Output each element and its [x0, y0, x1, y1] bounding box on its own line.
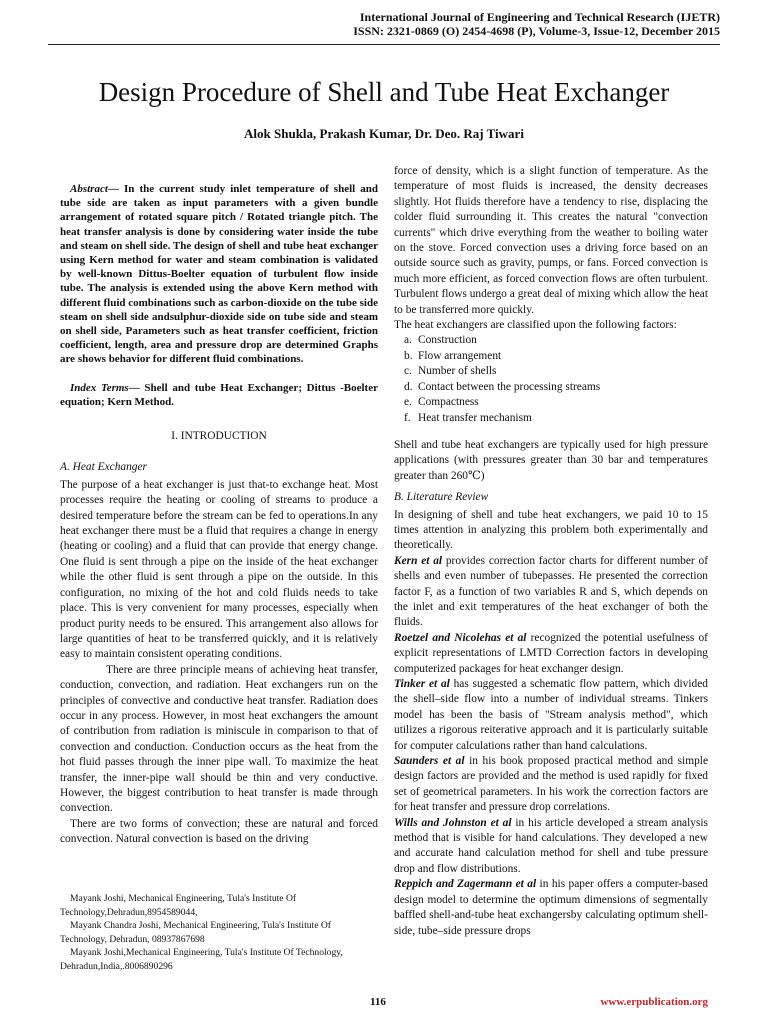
footnote-3: Mayank Joshi,Mechanical Engineering, Tula's Institute Of Technology, Dehradun,India,.8006890296: [60, 947, 343, 972]
paper-title: Design Procedure of Shell and Tube Heat Exchanger: [98, 77, 670, 107]
list-marker: e.: [404, 396, 412, 409]
list-item: [394, 411, 708, 426]
author-footnotes: [60, 892, 378, 973]
list-marker: c.: [404, 365, 412, 378]
list-item-text: Flow arrangement: [418, 349, 502, 362]
abstract-label: Abstract: [70, 183, 108, 195]
header-divider: [48, 44, 720, 45]
list-item: [394, 380, 708, 395]
page-number: 116: [370, 996, 386, 1008]
section-heading-introduction: I. INTRODUCTION: [171, 430, 267, 443]
journal-header: [250, 10, 720, 38]
list-marker: a.: [404, 334, 412, 347]
publisher-link[interactable]: www.erpublication.org: [600, 996, 708, 1008]
subsection-heading-heat-exchanger: A. Heat Exchanger: [60, 461, 147, 474]
list-item: [394, 333, 708, 348]
abstract: [60, 182, 378, 367]
shell-tube-usage-paragraph: Shell and tube heat exchangers are typically used for high pressure applications (with pressures greater than 30 bar and temperatures greater than 260℃): [394, 438, 708, 482]
index-terms: [60, 381, 378, 409]
intro-paragraph-2: There are three principle means of achieving heat transfer, conduction, convection, and radiation. Heat exchangers run on the principles of convective and conductive heat transfer. Radiation does occur in any process. However, in most heat exchangers the amount of contribution from radiation is miniscule in comparison to that of convection and conduction. Conduction occurs as the heat from the hot fluid passes through the inner pipe wall. To maximize the heat transfer, the inner-pipe wall should be thin and very conductive. However, the biggest contribution to heat transfer is made through convection.: [60, 663, 378, 815]
list-item-text: Compactness: [418, 396, 479, 409]
reference-author: Wills and Johnston et al: [394, 816, 512, 829]
right-column: [394, 164, 708, 939]
list-marker: d.: [404, 380, 413, 393]
reference-text: in his paper offers a computer-based design model to determine the optimum dimensions of segmentally baffled shell-and-tube heat exchangersby calculating optimum shell-side, tube–side pressure drops: [394, 878, 709, 937]
journal-issn: ISSN: 2321-0869 (O) 2454-4698 (P), Volume-3, Issue-12, December 2015: [353, 24, 720, 38]
list-item-text: Construction: [418, 334, 477, 347]
left-column: [60, 182, 378, 848]
list-item-text: Number of shells: [418, 365, 497, 378]
convection-paragraph: force of density, which is a slight function of temperature. As the temperature of most fluids is increased, the density decreases slightly. Hot fluids therefore have a tendency to rise, displacing the colder fluid surrounding it. This creates the natural "convection currents" which drive everything from the weather to boiling water on the stove. Forced convection uses a driving force based on an outside source such as gravity, pumps, or fans. Forced convection is much more efficient, as forced convection flows are often turbulent. Turbulent flows undergo a great deal of mixing which allow the heat to be transferred more quickly.: [394, 165, 708, 316]
list-item: [394, 349, 708, 364]
list-item: [394, 395, 708, 410]
reference-author: Tinker et al: [394, 678, 450, 690]
reference-tinker: [394, 677, 708, 754]
classification-factors-list: [394, 333, 708, 425]
list-item-text: Heat transfer mechanism: [418, 411, 532, 424]
intro-paragraph-1: The purpose of a heat exchanger is just that-to exchange heat. Most processes require the heating or cooling of streams to produce a desired temperature before the stream can be fed to operations.In any heat exchanger there must be a fluid that requires a change in energy (heating or cooling) and a fluid that can provide that energy change. One fluid is sent through a pipe on the inside of the heat exchanger while the other fluid is sent through a pipe on the outside. In this configuration, no mixing of the hot and cold fluids needs to take place. This is very convenient for many processes, especially when product purity needs to be ensured. This arrangement also allows for large quantities of heat to be transferred quickly, and it is relatively easy to maintain consistent operating conditions.: [60, 478, 378, 661]
paper-authors: Alok Shukla, Prakash Kumar, Dr. Deo. Raj Tiwari: [244, 126, 524, 141]
reference-author: Reppich and Zagermann et al: [394, 878, 537, 891]
reference-roetzel: [394, 631, 708, 677]
reference-author: Roetzel and Nicolehas et al: [394, 631, 527, 644]
list-item: [394, 364, 708, 379]
classification-intro: The heat exchangers are classified upon the following factors:: [394, 319, 677, 332]
reference-text: in his article developed a stream analysis method that is visible for hand calculations. They developed a new and accurate hand calculation method for shell and tube pressure drop and flow distributions.: [394, 816, 708, 875]
index-terms-text: — Shell and tube Heat Exchanger; Dittus -Boelter equation; Kern Method.: [60, 381, 378, 408]
footnote-2: Mayank Chandra Joshi, Mechanical Engineering, Tula's Institute Of Technology, Dehradun, 08937867698: [60, 920, 331, 945]
reference-text: has suggested a schematic flow pattern, which divided the shell–side flow into a number of individual streams. Tinkers model has been the basis of "Stream analysis method", which utilizes a rigorous reiterative approach and it is particularly suitable for computer calculations rather than hand calculations.: [394, 678, 708, 752]
list-item-text: Contact between the processing streams: [418, 380, 601, 393]
list-marker: f.: [404, 411, 411, 424]
reference-wills-johnston: [394, 816, 708, 878]
reference-text: provides correction factor charts for different number of shells and even number of tubepasses. He presented the correction factor F, as a function of two variables R and S, which depends on the inlet and exit temperatures of the heat exchanger of both the fluids.: [394, 554, 708, 629]
index-terms-label: Index Terms: [70, 381, 129, 394]
reference-author: Kern et al: [394, 554, 443, 567]
reference-kern: [394, 554, 708, 631]
intro-paragraph-3: There are two forms of convection; these are natural and forced convection. Natural convection is based on the driving: [60, 817, 378, 846]
journal-name: International Journal of Engineering and Technical Research (IJETR): [359, 10, 720, 24]
reference-saunders: [394, 754, 708, 816]
reference-text: in his book proposed practical method and simple design factors are provided and the method is used rapidly for fixed set of geometrical parameters. In his work the correction factors are for heat transfer and pressure drop correlations.: [394, 755, 708, 814]
list-marker: b.: [404, 349, 413, 362]
abstract-text: — In the current study inlet temperature of shell and tube side are taken as input parameters with a given bundle arrangement of rotated square pitch / Rotated triangle pitch. The heat transfer analysis is done by considering water inside the tube and steam on shell side. The design of shell and tube heat exchanger using Kern method for water and steam combination is validated by well-known Dittus-Boelter equation of turbulent flow inside tube. The analysis is extended using the above Kern method with different fluid combinations such as carbon-dioxide on the tube side steam on shell side andsulphur-dioxide side on tube side and steam on shell side, Parameters such as heat transfer coefficient, friction coefficient, length, area and pressure drop are determined Graphs are shows behavior for different fluid combinations.: [60, 183, 378, 366]
reference-reppich: [394, 877, 708, 939]
subsection-heading-literature-review: B. Literature Review: [394, 491, 489, 504]
reference-text: recognized the potential usefulness of explicit representations of LMTD Correction factors in developing computerized packages for heat exchanger design.: [394, 631, 708, 675]
footnote-1: Mayank Joshi, Mechanical Engineering, Tula's Institute Of Technology,Dehradun,8954589044,: [60, 893, 297, 918]
reference-author: Saunders et al: [394, 755, 465, 768]
literature-intro: In designing of shell and tube heat exchangers, we paid 10 to 15 times attention in analyzing this problem both experimentally and theoretically.: [394, 508, 708, 552]
